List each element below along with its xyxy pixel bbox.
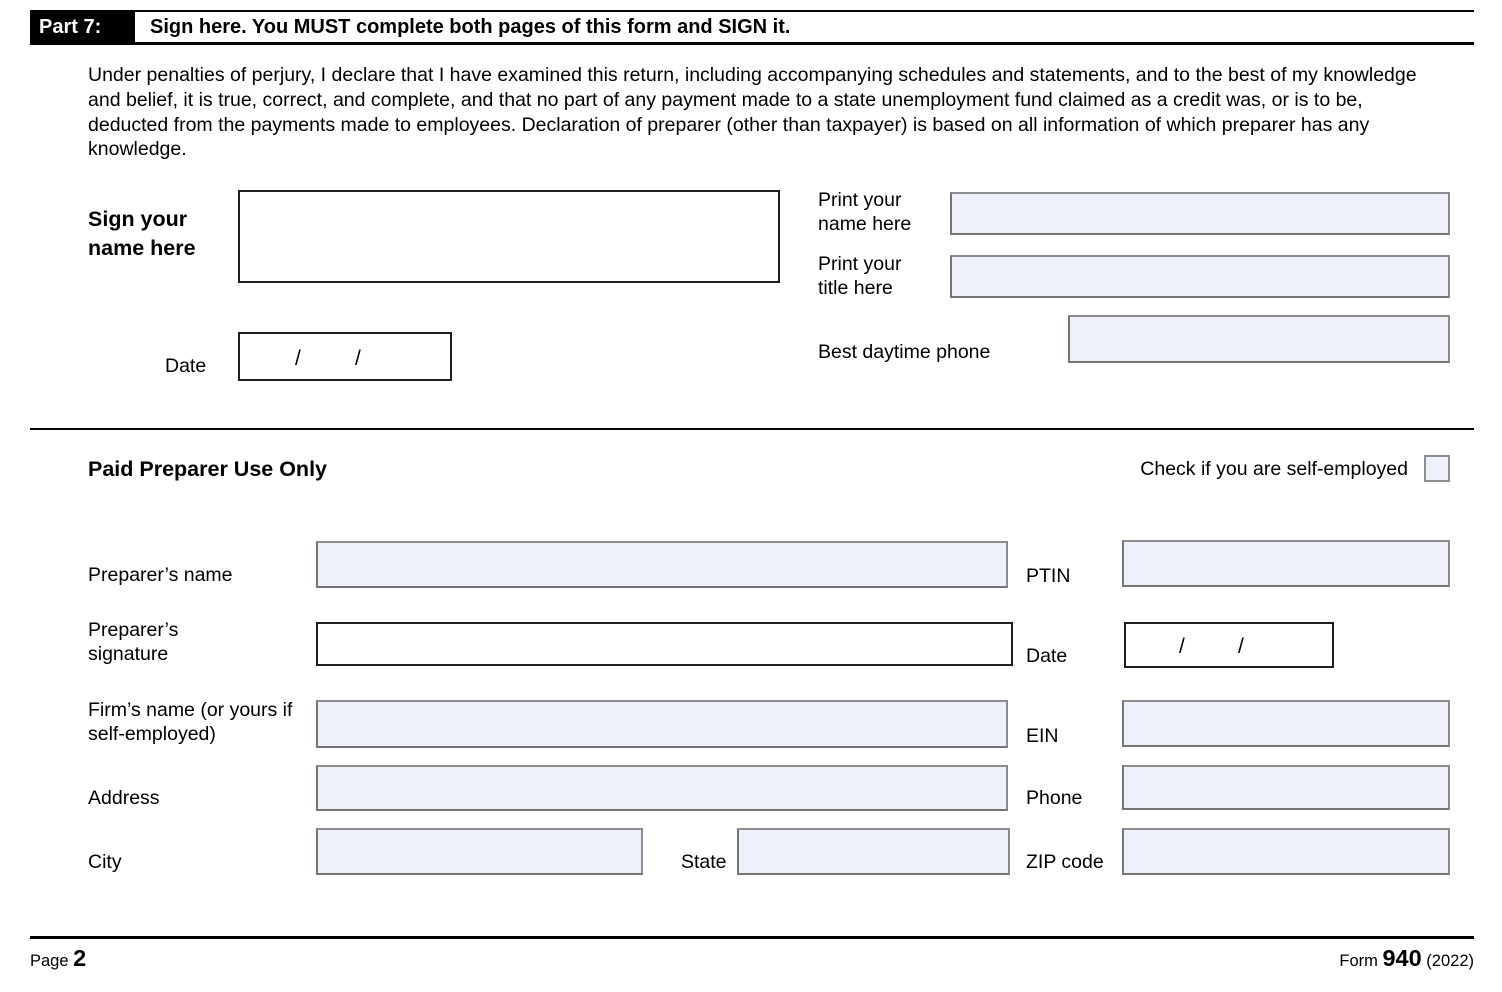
ptin-label: PTIN <box>1026 565 1071 587</box>
address-input[interactable] <box>316 765 1008 811</box>
part7-label: Part 7: <box>30 12 135 42</box>
self-employed-checkbox[interactable] <box>1424 455 1450 482</box>
zip-input[interactable] <box>1122 828 1450 875</box>
ein-label: EIN <box>1026 725 1059 747</box>
form-number: 940 <box>1382 945 1422 971</box>
state-label: State <box>681 851 727 873</box>
date-slash: / <box>1179 634 1185 658</box>
ptin-input[interactable] <box>1122 540 1450 587</box>
footer-page <box>30 945 86 972</box>
print-name-input[interactable] <box>950 192 1450 235</box>
preparer-date-label: Date <box>1026 645 1068 667</box>
preparer-date-input[interactable] <box>1124 622 1334 668</box>
preparer-name-label: Preparer’s name <box>88 564 233 586</box>
daytime-phone-input[interactable] <box>1068 315 1450 363</box>
zip-label: ZIP code <box>1026 851 1104 873</box>
date-slash: / <box>295 346 301 370</box>
signature-input[interactable] <box>238 190 780 283</box>
date-slash: / <box>1238 634 1244 658</box>
form-label: Form <box>1339 952 1378 970</box>
form-year: (2022) <box>1426 952 1474 970</box>
perjury-declaration: Under penalties of perjury, I declare that I have examined this return, including accompanying schedules and statements, and to the best of my knowledge and belief, it is true, correct, and complete, and that no part of any payment made to a state unemployment fund claimed as a credit was, or is to be, deducted from the payments made to employees. Declaration of preparer (other than taxpayer) is based on all information of which preparer has any knowledge. <box>88 64 1417 161</box>
preparer-name-input[interactable] <box>316 541 1008 588</box>
page-label: Page <box>30 952 69 970</box>
phone-label: Phone <box>1026 787 1083 809</box>
paid-preparer-title: Paid Preparer Use Only <box>88 457 327 481</box>
state-input[interactable] <box>737 828 1010 875</box>
city-input[interactable] <box>316 828 643 875</box>
self-employed-label: Check if you are self-employed <box>1140 458 1408 480</box>
page-number: 2 <box>73 945 87 971</box>
date-label: Date <box>165 355 207 377</box>
footer-form <box>1339 945 1474 972</box>
part7-header <box>30 10 1474 45</box>
address-label: Address <box>88 787 160 809</box>
firm-name-label: Firm’s name (or yours if self-employed) <box>88 699 293 745</box>
ein-input[interactable] <box>1122 700 1450 747</box>
sign-name-label: Sign your name here <box>88 207 196 260</box>
date-input[interactable] <box>238 332 452 381</box>
preparer-signature-input[interactable] <box>316 622 1013 666</box>
date-slash: / <box>355 346 361 370</box>
print-title-label: Print your title here <box>818 253 902 299</box>
footer-divider <box>30 936 1474 939</box>
firm-name-input[interactable] <box>316 700 1008 748</box>
section-divider <box>30 428 1474 430</box>
daytime-phone-label: Best daytime phone <box>818 341 991 363</box>
preparer-signature-label: Preparer’s signature <box>88 619 179 665</box>
phone-input[interactable] <box>1122 765 1450 810</box>
print-name-label: Print your name here <box>818 189 912 235</box>
print-title-input[interactable] <box>950 255 1450 298</box>
part7-title: Sign here. You MUST complete both pages of this form and SIGN it. <box>150 15 791 38</box>
city-label: City <box>88 851 122 873</box>
